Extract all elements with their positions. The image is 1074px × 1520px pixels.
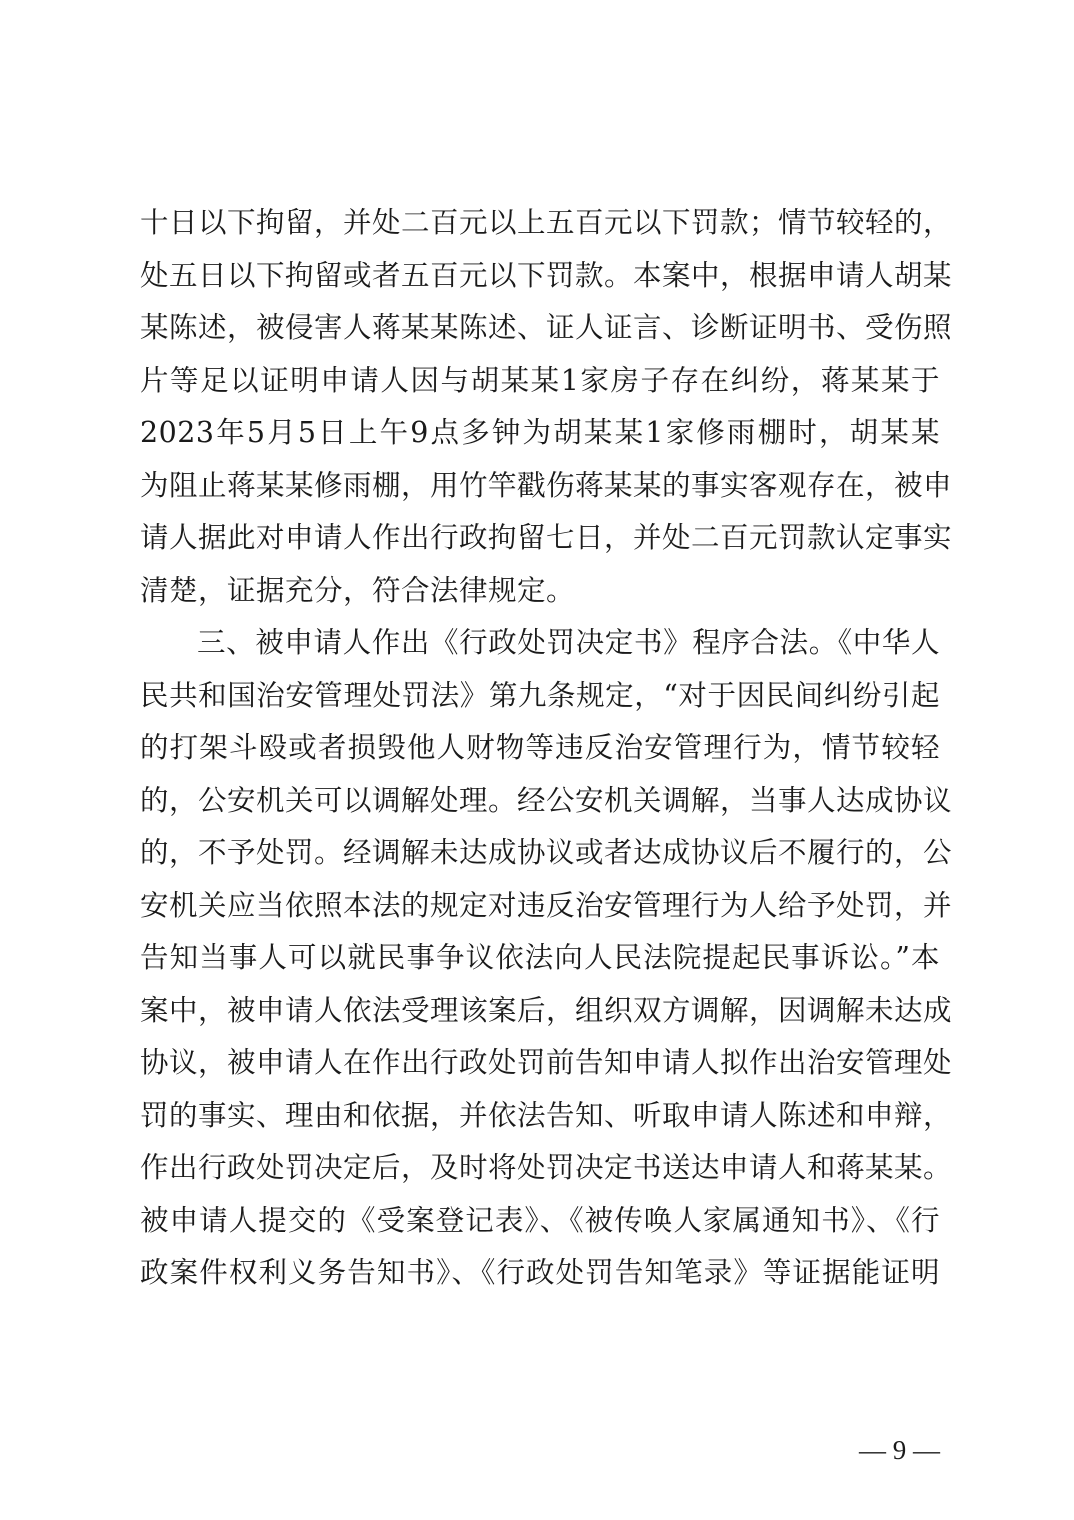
text-line: 清楚，证据充分，符合法律规定。 [140,573,576,607]
text-line: 案中，被申请人依法受理该案后，组织双方调解，因调解未达成 [140,993,953,1027]
text-line: 政案件权利义务告知书》、《行政处罚告知笔录》等证据能证明 [140,1256,940,1289]
text-line: 十日以下拘留，并处二百元以上五百元以下罚款；情节较轻的， [140,206,953,239]
paragraph-start-line: 三、被申请人作出《行政处罚决定书》程序合法。《中华人 [197,626,940,659]
body-text [140,197,953,1300]
text-line: 请人据此对申请人作出行政拘留七日，并处二百元罚款认定事实 [140,521,953,554]
text-line: 告知当事人可以就民事争议依法向人民法院提起民事诉讼。”本 [140,941,940,974]
text-line: 民共和国治安管理处罚法》第九条规定，“对于因民间纠纷引起 [140,678,940,712]
text-line: 某陈述，被侵害人蒋某某陈述、证人证言、诊断证明书、受伤照 [140,311,953,344]
text-line: 的，不予处罚。经调解未达成协议或者达成协议后不履行的，公 [140,836,953,869]
text-line: 处五日以下拘留或者五百元以下罚款。本案中，根据申请人胡某 [140,258,953,292]
text-line: 作出行政处罚决定后，及时将处罚决定书送达申请人和蒋某某。 [140,1151,953,1184]
text-line: 为阻止蒋某某修雨棚，用竹竿戳伤蒋某某的事实客观存在，被申 [140,468,953,502]
text-line: 的打架斗殴或者损毁他人财物等违反治安管理行为，情节较轻 [140,731,940,764]
text-line: 的，公安机关可以调解处理。经公安机关调解，当事人达成协议 [140,783,953,817]
text-line: 2023年5月5日上午9点多钟为胡某某1家修雨棚时，胡某某 [140,416,940,449]
text-line: 安机关应当依照本法的规定对违反治安管理行为人给予处罚，并 [140,888,953,922]
text-line: 片等足以证明申请人因与胡某某1家房子存在纠纷，蒋某某于 [140,363,940,397]
text-line: 被申请人提交的《受案登记表》、《被传唤人家属通知书》、《行 [140,1203,940,1237]
text-line: 罚的事实、理由和依据，并依法告知、听取申请人陈述和申辩， [140,1098,953,1132]
text-line: 协议，被申请人在作出行政处罚前告知申请人拟作出治安管理处 [140,1046,953,1079]
page-number: — 9 — [859,1435,940,1465]
